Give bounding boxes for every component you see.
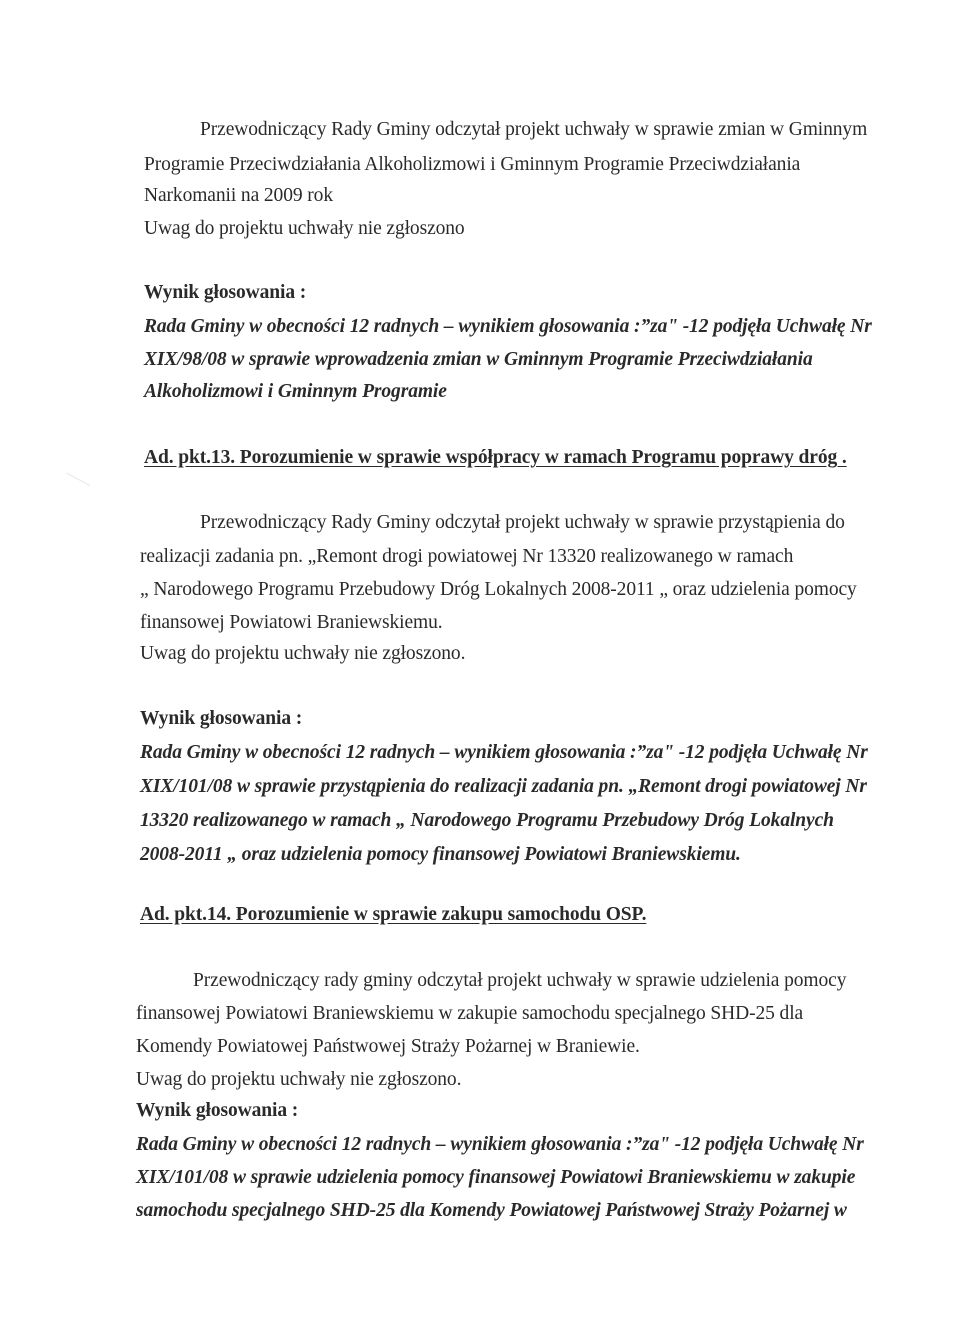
item13-vote-result-1: Rada Gminy w obecności 12 radnych – wynikiem głosowania :”za" -12 podjęła Uchwałę Nr xyxy=(140,742,868,763)
intro-vote-result-3: Alkoholizmowi i Gminnym Programie xyxy=(144,381,447,402)
item14-vote-result-1: Rada Gminy w obecności 12 radnych – wynikiem głosowania :”za" -12 podjęła Uchwałę Nr xyxy=(136,1134,864,1155)
item13-line-3: „ Narodowego Programu Przebudowy Dróg Lokalnych 2008-2011 „ oraz udzielenia pomocy xyxy=(140,579,857,600)
item14-vote-result-2: XIX/101/08 w sprawie udzielenia pomocy finansowej Powiatowi Braniewskiemu w zakupie xyxy=(136,1167,856,1188)
intro-vote-result-2: XIX/98/08 w sprawie wprowadzenia zmian w Gminnym Programie Przeciwdziałania xyxy=(144,349,813,370)
scan-artifact-mark xyxy=(60,473,90,498)
item14-line-2: finansowej Powiatowi Braniewskiemu w zakupie samochodu specjalnego SHD-25 dla xyxy=(136,1003,804,1024)
item13-line-1: Przewodniczący Rady Gminy odczytał projekt uchwały w sprawie przystąpienia do xyxy=(200,512,845,533)
item14-heading: Ad. pkt.14. Porozumienie w sprawie zakupu samochodu OSP. xyxy=(140,904,647,925)
item13-heading: Ad. pkt.13. Porozumienie w sprawie współpracy w ramach Programu poprawy dróg . xyxy=(144,447,847,468)
item14-no-remarks: Uwag do projektu uchwały nie zgłoszono. xyxy=(136,1069,462,1090)
item13-no-remarks: Uwag do projektu uchwały nie zgłoszono. xyxy=(140,643,466,664)
item13-vote-result-4: 2008-2011 „ oraz udzielenia pomocy finansowej Powiatowi Braniewskiemu. xyxy=(140,844,741,865)
item14-vote-heading: Wynik głosowania : xyxy=(136,1100,299,1121)
item13-line-4: finansowej Powiatowi Braniewskiemu. xyxy=(140,612,443,633)
item14-line-1: Przewodniczący rady gminy odczytał projekt uchwały w sprawie udzielenia pomocy xyxy=(193,970,847,991)
item13-vote-heading: Wynik głosowania : xyxy=(140,708,303,729)
intro-line-3: Narkomanii na 2009 rok xyxy=(144,185,333,206)
item14-vote-result-3: samochodu specjalnego SHD-25 dla Komendy Powiatowej Państwowej Straży Pożarnej w xyxy=(136,1200,847,1221)
item13-line-2: realizacji zadania pn. „Remont drogi powiatowej Nr 13320 realizowanego w ramach xyxy=(140,546,794,567)
intro-vote-heading: Wynik głosowania : xyxy=(144,282,307,303)
intro-vote-result-1: Rada Gminy w obecności 12 radnych – wynikiem głosowania :”za" -12 podjęła Uchwałę Nr xyxy=(144,316,872,337)
intro-no-remarks: Uwag do projektu uchwały nie zgłoszono xyxy=(144,218,465,239)
item13-vote-result-2: XIX/101/08 w sprawie przystąpienia do realizacji zadania pn. „Remont drogi powiatowej Nr xyxy=(140,776,867,797)
item14-line-3: Komendy Powiatowej Państwowej Straży Pożarnej w Braniewie. xyxy=(136,1036,640,1057)
item13-vote-result-3: 13320 realizowanego w ramach „ Narodowego Programu Przebudowy Dróg Lokalnych xyxy=(140,810,834,831)
intro-line-2: Programie Przeciwdziałania Alkoholizmowi i Gminnym Programie Przeciwdziałania xyxy=(144,154,801,175)
intro-line-1: Przewodniczący Rady Gminy odczytał projekt uchwały w sprawie zmian w Gminnym xyxy=(200,119,868,140)
